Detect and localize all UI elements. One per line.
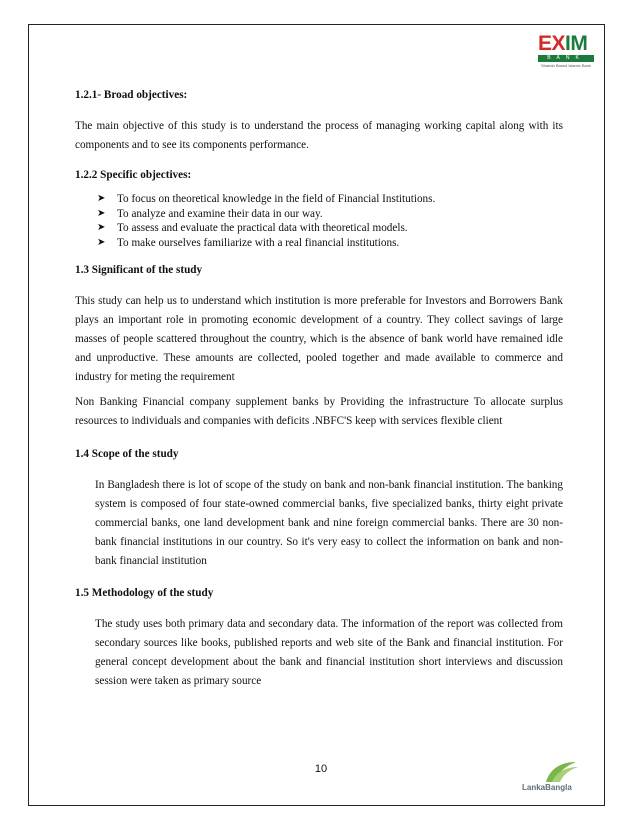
lankabangla-logo xyxy=(522,758,592,798)
broad-objectives-text: The main objective of this study is to understand the process of managing working capital along with its components and to see its components performance. xyxy=(75,120,563,151)
specific-objectives-list xyxy=(75,192,563,250)
page-number: 10 xyxy=(314,763,328,775)
list-item: ➤ To focus on theoretical knowledge in the field of Financial Institutions. xyxy=(97,193,436,205)
list-item: ➤ To assess and evaluate the practical data with theoretical models. xyxy=(97,222,408,234)
significance-paragraph-2: Non Banking Financial company supplement banks by Providing the infrastructure To allocate surplus resources to individuals and companies with deficits .NBFC'S keep with services flexible client xyxy=(75,396,563,427)
lankabangla-wordmark: LankaBangla xyxy=(522,783,572,792)
arrow-bullet-icon: ➤ xyxy=(97,207,106,219)
logo-word-red: EX xyxy=(538,32,566,55)
logo-tagline: Shariah Based Islamic Bank xyxy=(540,63,592,68)
logo-word-green: IM xyxy=(565,32,588,55)
arrow-bullet-icon: ➤ xyxy=(97,193,106,204)
exim-bank-logo xyxy=(538,33,594,68)
scope-text: In Bangladesh there is lot of scope of the study on bank and non-bank financial institution. The banking system is composed of four state-owned commercial banks, five specialized banks, thirty eight private commercial banks, one land development bank and nine foreign commercial banks. There are 30 non-bank financial institutions in our country. So it's very easy to collect the information on bank and non-bank financial institution xyxy=(95,479,563,567)
arrow-bullet-icon: ➤ xyxy=(97,222,106,233)
heading-specific-objectives: 1.2.2 Specific objectives: xyxy=(75,169,192,181)
heading-significance: 1.3 Significant of the study xyxy=(75,264,203,276)
heading-broad-objectives: 1.2.1- Broad objectives: xyxy=(75,89,188,101)
logo-bar: BANK xyxy=(538,55,594,62)
significance-paragraph-1: This study can help us to understand which institution is more preferable for Investors and Borrowers Bank plays an important role in promoting economic development of a country. They collect savings of large masses of people scattered throughout the country, which is the absence of bank world have remained idle and unproductive. These amounts are collected, pooled together and made available to commerce and industry for meting the requirement xyxy=(75,295,563,383)
list-item: ➤ To analyze and examine their data in our way. xyxy=(97,207,323,220)
lankabangla-mark-icon xyxy=(522,758,592,784)
heading-methodology: 1.5 Methodology of the study xyxy=(75,587,214,599)
list-item: ➤ To make ourselves familiarize with a real financial institutions. xyxy=(97,236,400,249)
heading-scope: 1.4 Scope of the study xyxy=(75,448,179,460)
document-body xyxy=(75,86,563,691)
arrow-bullet-icon: ➤ xyxy=(97,236,106,248)
methodology-text: The study uses both primary data and secondary data. The information of the report was collected from secondary sources like books, published reports and web site of the Bank and financial institution. For general concept development about the bank and financial institution short interviews and discussion session were taken as primary source xyxy=(95,618,563,687)
